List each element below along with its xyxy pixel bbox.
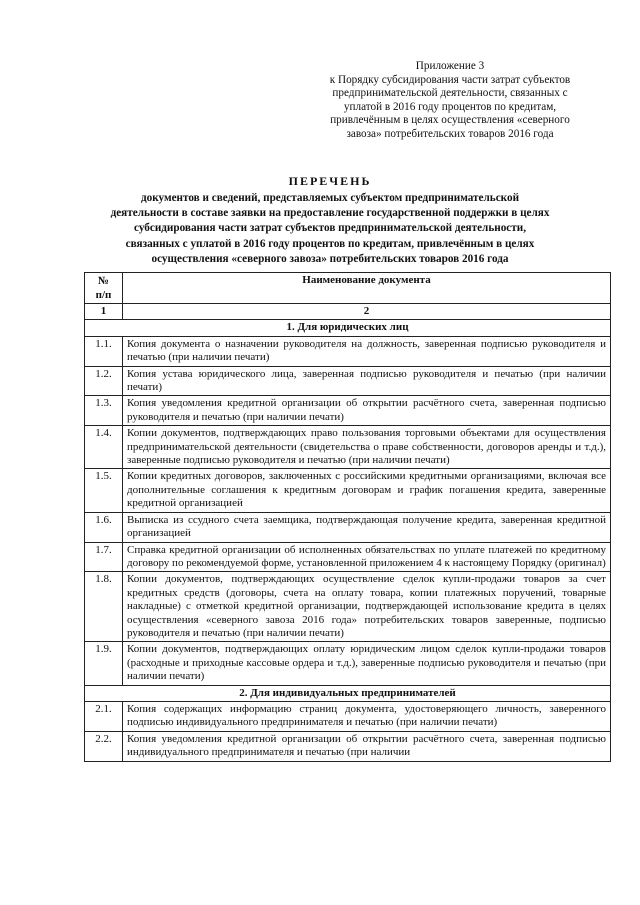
subtitle-line: документов и сведений, представляемых субъектом предпринимательской — [140, 192, 520, 204]
table-row — [85, 426, 611, 469]
table-row — [85, 542, 611, 572]
table-row — [85, 642, 611, 685]
table-row — [85, 572, 611, 642]
appendix-line: предпринимательской деятельности, связанных с — [332, 87, 568, 100]
row-text: Копия содержащих информацию страниц документа, удостоверяющего личность, заверенного подписью индивидуального предпринимателя и печатью (при наличии печати) — [123, 701, 611, 731]
row-number: 1.6. — [85, 512, 123, 542]
row-number: 1.9. — [85, 642, 123, 685]
row-text: Копия документа о назначении руководителя на должность, заверенная подписью руководителя и печатью (при наличии печати) — [123, 336, 611, 366]
row-text: Справка кредитной организации об исполненных обязательствах по уплате платежей по кредитному договору по рекомендуемой форме, установленной приложением 4 к настоящему Порядку (оригинал) — [123, 542, 611, 572]
row-number: 1.2. — [85, 366, 123, 396]
row-text: Копии документов, подтверждающих право пользования торговыми объектами для осуществления предпринимательской деятельности (свидетельства о праве собственности, договоров аренды и т.д.), заверенные подписью руководителя и печатью (при наличии печати) — [123, 426, 611, 469]
row-number: 1.5. — [85, 469, 123, 512]
appendix-note — [300, 60, 600, 142]
appendix-line: Приложение 3 — [415, 60, 485, 72]
subtitle-line: связанных с уплатой в 2016 году процентов по кредитам, привлечённым в целях — [125, 237, 535, 250]
table-row — [85, 336, 611, 366]
header-number-line: п/п — [95, 289, 112, 301]
appendix-line: к Порядку субсидирования части затрат субъектов — [329, 73, 571, 86]
header-number-line: № — [97, 275, 110, 287]
appendix-line: уплатой в 2016 году процентов по кредитам, — [343, 100, 557, 113]
header-document-name: Наименование документа — [123, 273, 611, 304]
row-text: Копия уведомления кредитной организации об открытии расчётного счета, заверенная подписью руководителя и печатью (при наличии печати) — [123, 396, 611, 426]
row-text: Копии документов, подтверждающих оплату юридическим лицом сделок купли-продажи товаров (расходные и приходные кассовые ордера и т.д.), заверенные подписью руководителя и печатью (при наличии печати) — [123, 642, 611, 685]
documents-table — [84, 272, 611, 762]
document-subtitle — [70, 191, 590, 267]
row-text: Выписка из ссудного счета заемщика, подтверждающая получение кредита, заверенная кредитной организацией — [123, 512, 611, 542]
row-number: 1.3. — [85, 396, 123, 426]
table-row — [85, 701, 611, 731]
row-number: 1.4. — [85, 426, 123, 469]
table-row — [85, 366, 611, 396]
column-number: 1 — [85, 304, 123, 320]
column-number: 2 — [123, 304, 611, 320]
document-title: ПЕРЕЧЕНЬ — [288, 174, 372, 188]
row-number: 1.8. — [85, 572, 123, 642]
row-number: 1.7. — [85, 542, 123, 572]
section-title: 1. Для юридических лиц — [85, 320, 611, 336]
table-row — [85, 731, 611, 761]
subtitle-line: осуществления «северного завоза» потребительских товаров 2016 года — [151, 252, 509, 265]
row-number: 1.1. — [85, 336, 123, 366]
section-row — [85, 685, 611, 701]
row-text: Копии документов, подтверждающих осуществление сделок купли-продажи товаров за счет кредитных средств (договоры, счета на оплату товара, копии платежных поручений, товарные накладные) с отметкой кредитной организации, подтверждающей использование кредита в целях осуществления «северного завоза 2016 года» потребительских товаров заверенные, подписью руководителя и печатью (при наличии печати) — [123, 572, 611, 642]
table-row — [85, 469, 611, 512]
section-row — [85, 320, 611, 336]
subtitle-line: деятельности в составе заявки на предоставление государственной поддержки в целях — [110, 207, 550, 220]
table-header-row — [85, 273, 611, 304]
row-text: Копии кредитных договоров, заключенных с российскими кредитными организациями, включая все дополнительные соглашения к кредитным договорам и график погашения кредита, заверенные кредитной организацией — [123, 469, 611, 512]
subtitle-line: субсидирования части затрат субъектов предпринимательской деятельности, — [134, 222, 526, 235]
section-title: 2. Для индивидуальных предпринимателей — [85, 685, 611, 701]
table-row — [85, 512, 611, 542]
row-number: 2.2. — [85, 731, 123, 761]
row-text: Копия уведомления кредитной организации об открытии расчётного счета, заверенная подписью индивидуального предпринимателя и печатью (при наличии — [123, 731, 611, 761]
column-numbers-row — [85, 304, 611, 320]
row-text: Копия устава юридического лица, заверенная подписью руководителя и печатью (при наличии печати) — [123, 366, 611, 396]
header-number — [85, 273, 123, 304]
row-number: 2.1. — [85, 701, 123, 731]
appendix-line: завоза» потребительских товаров 2016 года — [346, 127, 554, 140]
table-row — [85, 396, 611, 426]
appendix-line: привлечённым в целях осуществления «северного — [330, 114, 570, 127]
